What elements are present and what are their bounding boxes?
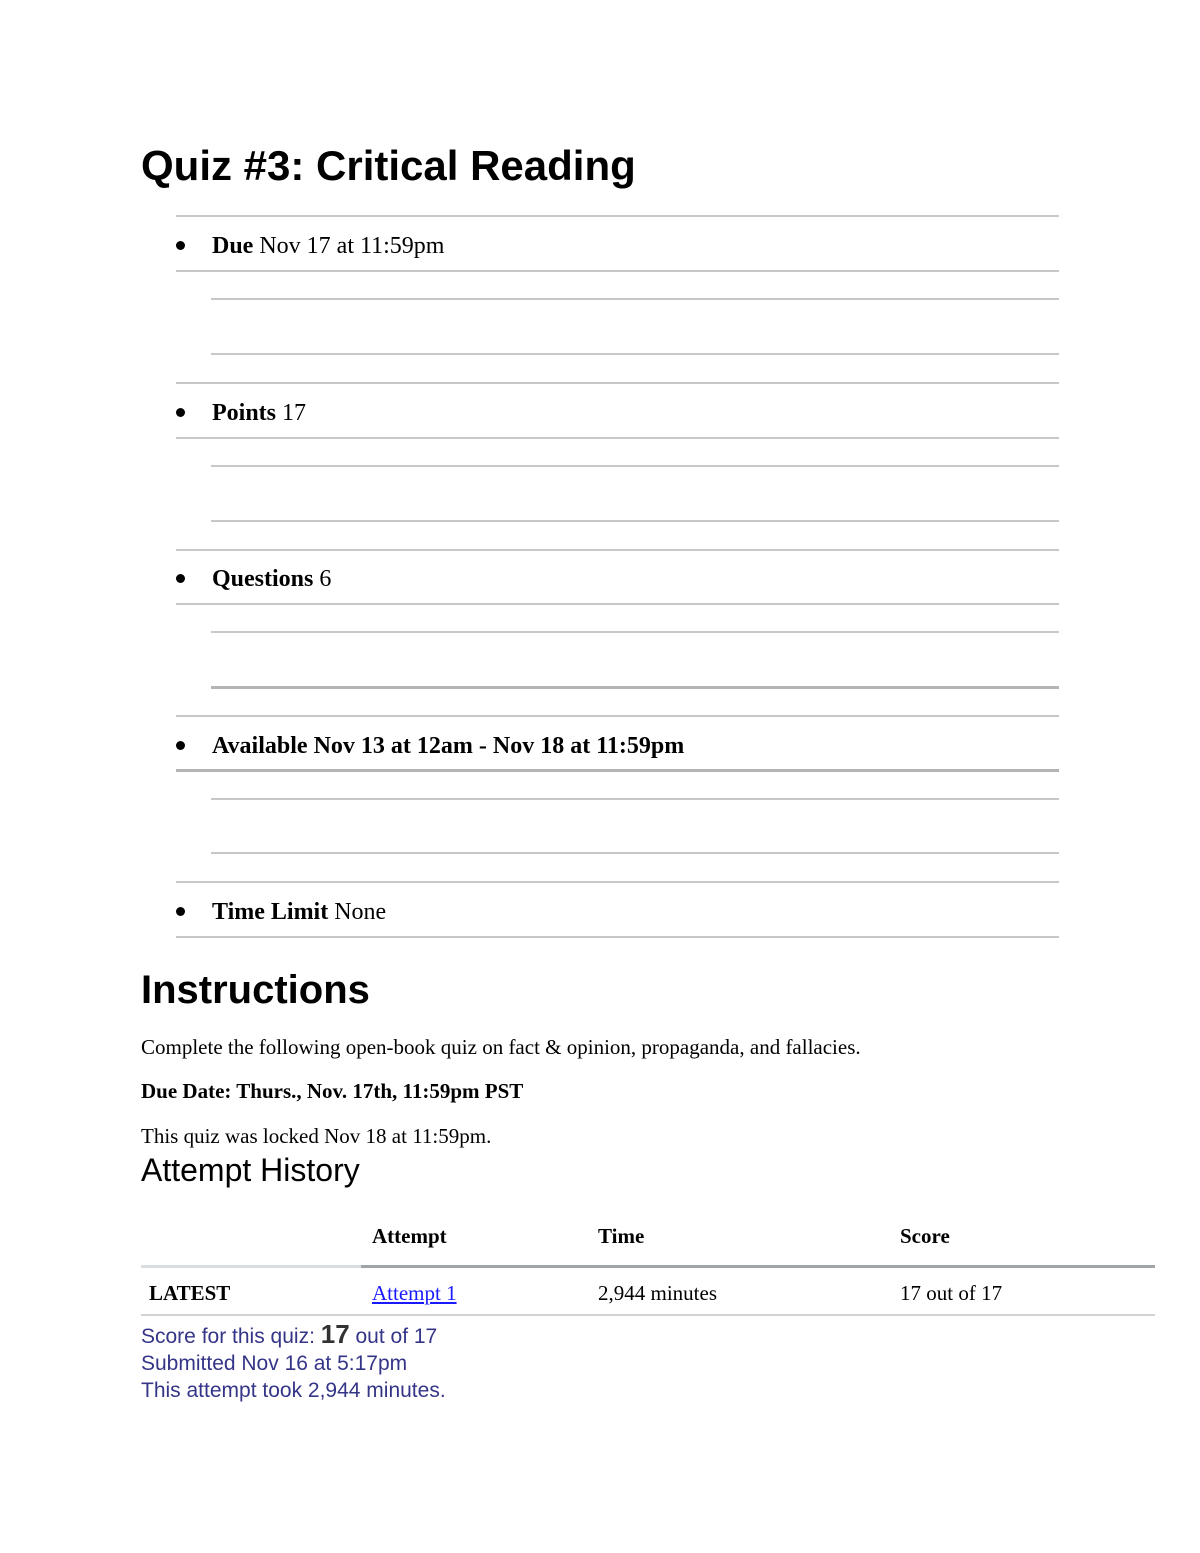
detail-label: Available — [212, 733, 308, 759]
detail-label: Due — [212, 233, 254, 259]
column-header-attempt: Attempt — [372, 1224, 447, 1248]
detail-value: 6 — [319, 566, 332, 592]
attempt-history-heading: Attempt History — [141, 1152, 360, 1188]
divider — [211, 520, 1059, 522]
score-prefix: Score for this quiz: — [141, 1325, 321, 1348]
divider — [176, 270, 1059, 272]
detail-due — [176, 231, 1056, 261]
detail-label: Points — [212, 400, 277, 426]
attempt-link-cell — [372, 1279, 457, 1307]
table-header-divider — [361, 1265, 1155, 1268]
locked-note: This quiz was locked Nov 18 at 11:59pm. — [141, 1124, 492, 1148]
divider — [176, 549, 1059, 551]
instructions-heading: Instructions — [141, 968, 370, 1012]
table-header-divider — [141, 1265, 361, 1268]
page-title: Quiz #3: Critical Reading — [141, 142, 636, 189]
detail-time-limit — [176, 897, 1056, 927]
detail-questions — [176, 564, 1056, 594]
column-header-time: Time — [598, 1224, 645, 1248]
detail-value: None — [334, 899, 387, 925]
divider — [176, 936, 1059, 938]
detail-label: Time Limit — [212, 899, 329, 925]
duration-note: This attempt took 2,944 minutes. — [141, 1379, 446, 1402]
table-row-divider — [141, 1314, 1155, 1316]
detail-value: 17 — [282, 400, 307, 426]
column-header-score: Score — [900, 1224, 950, 1248]
detail-points — [176, 398, 1056, 428]
attempt-score: 17 out of 17 — [900, 1281, 1003, 1305]
divider — [176, 603, 1059, 605]
score-summary — [141, 1320, 437, 1351]
divider — [176, 881, 1059, 883]
due-date-note: Due Date: Thurs., Nov. 17th, 11:59pm PST — [141, 1079, 524, 1103]
divider — [211, 631, 1059, 633]
detail-available — [176, 731, 1056, 761]
score-value: 17 — [320, 1319, 350, 1349]
detail-value: Nov 13 at 12am - Nov 18 at 11:59pm — [313, 733, 685, 759]
score-suffix: out of 17 — [349, 1325, 438, 1348]
detail-value: Nov 17 at 11:59pm — [259, 233, 445, 259]
divider — [211, 353, 1059, 355]
latest-label: LATEST — [149, 1281, 231, 1305]
bullet-icon — [176, 741, 185, 750]
bullet-icon — [176, 408, 185, 417]
attempt-time: 2,944 minutes — [598, 1281, 717, 1305]
divider — [211, 852, 1059, 854]
divider — [211, 798, 1059, 800]
divider — [176, 437, 1059, 439]
submitted-note: Submitted Nov 16 at 5:17pm — [141, 1352, 408, 1375]
detail-label: Questions — [212, 566, 314, 592]
bullet-icon — [176, 907, 185, 916]
divider — [211, 686, 1059, 689]
divider — [176, 715, 1059, 717]
divider — [176, 769, 1059, 772]
attempt-link[interactable]: Attempt 1 — [372, 1281, 457, 1305]
divider — [176, 382, 1059, 384]
bullet-icon — [176, 574, 185, 583]
divider — [211, 298, 1059, 300]
divider — [176, 215, 1059, 217]
instructions-body: Complete the following open-book quiz on fact & opinion, propaganda, and fallacies. — [141, 1035, 861, 1059]
divider — [211, 465, 1059, 467]
bullet-icon — [176, 241, 185, 250]
